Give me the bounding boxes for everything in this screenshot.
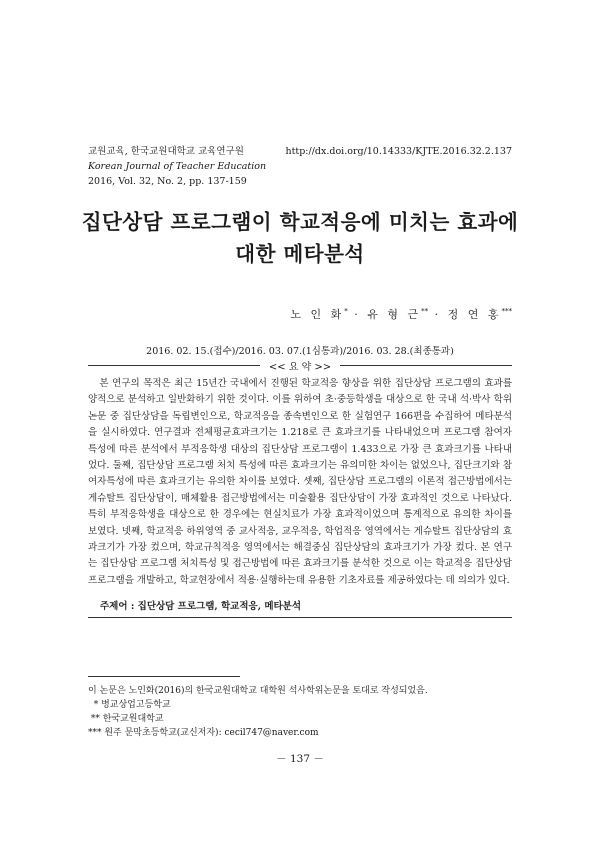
keywords: 주제어 : 집단상담 프로그램, 학교적응, 메타분석 — [100, 601, 302, 612]
author-1-mark: * — [344, 307, 348, 316]
doi-link[interactable]: http://dx.doi.org/10.14333/KJTE.2016.32.2.137 — [285, 146, 512, 157]
publisher: 교원교육, 한국교원대학교 교육연구원 — [88, 146, 244, 157]
title-line-1: 집단상담 프로그램이 학교적응에 미치는 효과에 — [81, 210, 519, 234]
title-line-2: 대한 메타분석 — [235, 242, 365, 266]
author-3-mark: *** — [501, 307, 512, 316]
citation-info: 2016, Vol. 32, No. 2, pp. 137-159 — [88, 176, 247, 187]
abstract-text: 본 연구의 목적은 최근 15년간 국내에서 진행된 학교적응 향상을 위한 집단상담 프로그램의 효과를 양적으로 분석하고 일반화하기 위한 것이다. 이를 위하여 초·중등학생을 대상으로 한 국내 석·박사 학위논문 중 집단상담을 독립변인으로, 학교적응을 종속변인으로 한 실험연구 166편을 수집하여 메타분석을 실시하였다. 연구결과 전체평균효과크기는 1.218로 큰 효과크기를 나타내었으며 프로그램 참여자 특성에 따른 분석에서 부적응학생 대상의 집단상담 프로그램이 1.433으로 가장 큰 효과크기를 나타내었다. 둘째, 집단상담 프로그램 처치 특성에 따른 효과크기는 유의미한 차이는 없었으나, 집단크기와 참여자특성에 따른 효과크기는 유의한 차이를 보였다. 셋째, 집단상담 프로그램의 이론적 접근방법에서는 게슈탈트 집단상담이, 매체활용 접근방법에서는 미술활용 집단상담이 가장 효과적인 것으로 나타났다. 특히 부적응학생을 대상으로 한 경우에는 현실치료가 가장 효과적이었으며 통계적으로 유의한 차이를 보였다. 넷째, 학교적응 하위영역 중 교사적응, 교우적응, 학업적응 영역에서는 게슈탈트 집단상담의 효과크기가 가장 컸으며, 학교규칙적응 영역에서는 해결중심 집단상담의 효과크기가 가장 컸다. 본 연구는 집단상담 프로그램 처치특성 및 접근방법에 따른 효과크기를 분석한 것으로 이는 학교적응 집단상담 프로그램을 개발하고, 학교현장에서 적용·실행하는데 유용한 기초자료를 제공하였다는 데 의의가 있다. — [88, 378, 512, 586]
author-separator: · — [347, 308, 368, 321]
footnote-affiliation-2: ** 한국교원대학교 — [88, 714, 164, 724]
abstract-label: << 요 약 >> — [268, 362, 332, 373]
abstract-header — [88, 357, 512, 373]
author-separator: · — [428, 308, 448, 321]
abstract-rule-right — [340, 365, 512, 366]
submission-dates: 2016. 02. 15.(접수)/2016. 03. 07.(1심통과)/2016. 03. 28.(최종통과) — [146, 346, 454, 357]
author-2-mark: ** — [421, 307, 429, 316]
footnote-divider — [88, 676, 240, 677]
author-1: 노 인 화 — [290, 308, 345, 321]
footnote-affiliation-1: * 병교상업고등학교 — [88, 700, 171, 710]
footnote-affiliation-3: *** 원주 문막초등학교(교신저자): cecil747@naver.com — [88, 728, 319, 738]
author-2: 유 형 근 — [367, 308, 422, 321]
keywords-divider — [88, 617, 512, 618]
paper-title — [60, 206, 540, 270]
journal-header — [88, 144, 266, 189]
author-list — [290, 306, 512, 322]
journal-name-en: Korean Journal of Teacher Education — [88, 161, 267, 172]
author-3: 정 연 홍 — [447, 308, 502, 321]
footnotes — [88, 684, 428, 740]
footnote-thesis: 이 논문은 노인화(2016)의 한국교원대학교 대학원 석사학위논문을 토대로 작성되었음. — [88, 686, 428, 696]
page-number: － 137 － — [276, 753, 324, 765]
